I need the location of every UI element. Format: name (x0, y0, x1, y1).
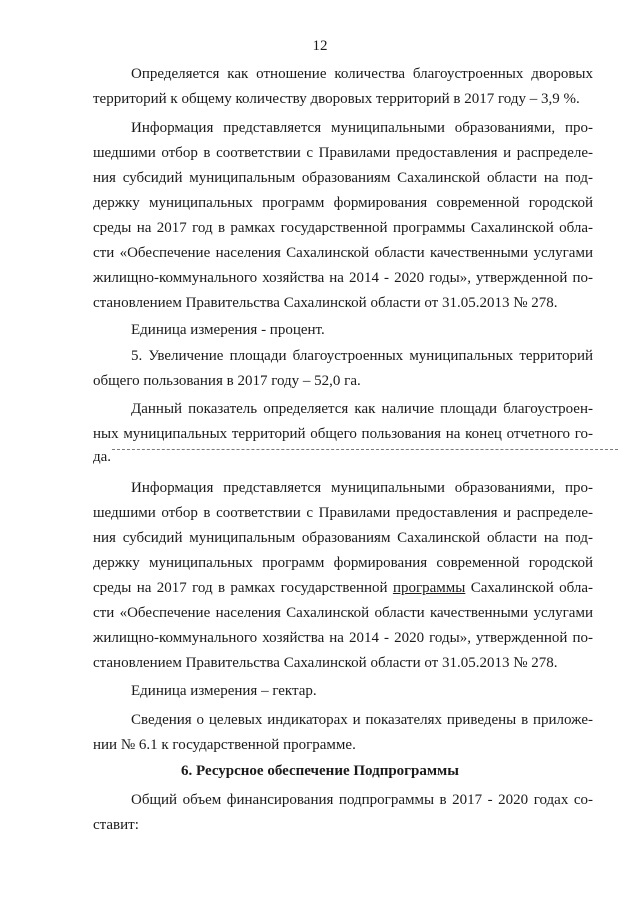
paragraph-line (93, 577, 593, 599)
paragraph-line: жилищно-коммунального хозяйства на 2014 - 2020 годы», утвержденной по- (93, 270, 593, 286)
section-heading: 6. Ресурсное обеспечение Подпрограммы (181, 763, 459, 779)
scan-artifact-line (112, 449, 618, 450)
paragraph-line: общего пользования в 2017 году – 52,0 га. (93, 373, 361, 389)
paragraph-line: среды на 2017 год в рамках государственной программы Сахалинской обла- (93, 220, 593, 236)
paragraph-line: Информация представляется муниципальными образованиями, про- (131, 120, 593, 136)
paragraph-line: ных муниципальных территорий общего пользования на конец отчетного го- (93, 426, 593, 442)
paragraph-line: ния субсидий муниципальным образованиям Сахалинской области на под- (93, 530, 593, 546)
paragraph-line: становлением Правительства Сахалинской области от 31.05.2013 № 278. (93, 295, 558, 311)
paragraph-line: Данный показатель определяется как наличие площади благоустроен- (131, 401, 593, 417)
paragraph-line: ния субсидий муниципальным образованиям Сахалинской области на под- (93, 170, 593, 186)
paragraph-line: ставит: (93, 817, 139, 833)
paragraph-line: жилищно-коммунального хозяйства на 2014 - 2020 годы», утвержденной по- (93, 630, 593, 646)
paragraph-line: Сведения о целевых индикаторах и показателях приведены в приложе- (131, 712, 593, 728)
paragraph-line: шедшими отбор в соответствии с Правилами предоставления и распределе- (93, 145, 593, 161)
paragraph-line: нии № 6.1 к государственной программе. (93, 737, 356, 753)
paragraph-line: территорий к общему количеству дворовых территорий в 2017 году – 3,9 %. (93, 91, 580, 107)
paragraph-line: сти «Обеспечение населения Сахалинской области качественными услугами (93, 605, 593, 621)
paragraph-line: держку муниципальных программ формирования современной городской (93, 555, 593, 571)
paragraph-line: Общий объем финансирования подпрограммы в 2017 - 2020 годах со- (131, 792, 593, 808)
paragraph-line: становлением Правительства Сахалинской области от 31.05.2013 № 278. (93, 655, 558, 671)
paragraph-line: держку муниципальных программ формирования современной городской (93, 195, 593, 211)
paragraph-line: да. (93, 449, 112, 465)
paragraph-line: шедшими отбор в соответствии с Правилами предоставления и распределе- (93, 505, 593, 521)
line-text: Сахалинской обла- (465, 580, 593, 596)
line-text: среды на 2017 год в рамках государственной (93, 580, 393, 596)
page-number: 12 (312, 38, 328, 54)
paragraph-line: сти «Обеспечение населения Сахалинской области качественными услугами (93, 245, 593, 261)
paragraph-line: Определяется как отношение количества благоустроенных дворовых (131, 66, 593, 82)
paragraph-line: 5. Увеличение площади благоустроенных муниципальных территорий (131, 348, 593, 364)
paragraph-line: Единица измерения – гектар. (131, 683, 317, 699)
paragraph-line: Информация представляется муниципальными образованиями, про- (131, 480, 593, 496)
paragraph-line: Единица измерения - процент. (131, 322, 325, 338)
underlined-word: программы (392, 580, 466, 596)
